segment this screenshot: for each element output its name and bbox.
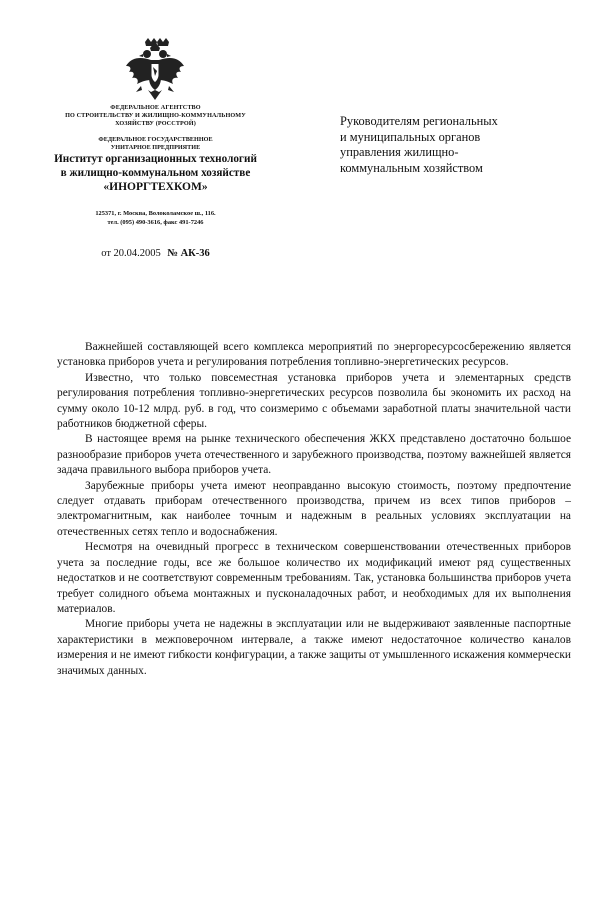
coat-of-arms-icon (123, 36, 187, 106)
document-reference (28, 247, 283, 260)
institute-line: Институт организационных технологий (54, 153, 257, 165)
agency-line: ХОЗЯЙСТВУ (РОССТРОЙ) (115, 120, 196, 127)
institute-short-name: «ИНОРГТЕХКОМ» (103, 181, 208, 193)
ref-number: № АК-36 (167, 248, 210, 259)
institute-line: в жилищно-коммунальном хозяйстве (60, 166, 251, 179)
recipient-line: Руководителям региональных (340, 114, 498, 128)
ref-prefix: от (101, 248, 111, 259)
institute-name (28, 153, 283, 180)
org-type-line: ФЕДЕРАЛЬНОЕ ГОСУДАРСТВЕННОЕ (98, 136, 213, 143)
ref-date: 20.04.2005 (113, 248, 161, 259)
body-paragraph: Известно, что только повсеместная установка приборов учета и элементарных средств регулирования потребления топливно-энергетических ресурсов позволила бы экономить их расход на сумму около 10-12 млрд. руб. в год, что соизмеримо с объемами заработной платы значительной части работников бюджетной сферы. (57, 371, 571, 431)
recipient-line: коммунальным хозяйством (340, 160, 483, 175)
recipient-line: управления жилищно- (340, 145, 459, 159)
agency-line: ПО СТРОИТЕЛЬСТВУ И ЖИЛИЩНО-КОММУНАЛЬНОМУ (65, 112, 246, 119)
body-paragraph: В настоящее время на рынке технического обеспечения ЖКХ представлено достаточно большое разнообразие приборов учета отечественного и зарубежного производства, поэтому важнейшей является задача правильного выбора приборов учета. (57, 433, 571, 477)
agency-name (28, 104, 283, 128)
letterhead (28, 104, 283, 260)
recipient-line: и муниципальных органов (340, 129, 481, 144)
agency-line: ФЕДЕРАЛЬНОЕ АГЕНТСТВО (110, 104, 201, 111)
organization-type (28, 136, 283, 152)
letter-body (57, 340, 571, 679)
body-paragraph: Зарубежные приборы учета имеют неоправданно высокую стоимость, поэтому предпочтение следует отдавать приборам отечественного производства, причем из всех типов приборов –электромагнитным, как наиболее точным и надежным в реальных условиях эксплуатации на отечественных сетях тепло и водоснабжения. (57, 479, 571, 538)
address-line: тел. (095) 490-3616, факс 491-7246 (107, 218, 204, 226)
body-paragraph: Важнейшей составляющей всего комплекса мероприятий по энергоресурсосбережению является установка приборов учета и регулирования потребления топливно-энергетических ресурсов. (57, 341, 571, 369)
org-type-line: УНИТАРНОЕ ПРЕДПРИЯТИЕ (110, 144, 201, 151)
institute-address (28, 210, 283, 227)
address-line: 125371, г. Москва, Волоколамское ш., 116. (95, 210, 216, 217)
recipient-block (340, 114, 570, 176)
body-paragraph: Несмотря на очевидный прогресс в техническом совершенствовании отечественных приборов учета за последние годы, все же большое количество их модификаций имеют ряд существенных недостатков и не соответствуют современным требованиям. Так, установка большинства приборов учета требует солидного объема монтажных и пусконаладочных работ, и необходимых для их выполнения материалов. (57, 541, 571, 615)
body-paragraph: Многие приборы учета не надежны в эксплуатации или не выдерживают заявленные паспортные характеристики в межповерочном интервале, а также имеют недостаточное количество каналов измерения и не имеют гибкости конфигурации, а также защиты от умышленного искажения коммерчески значимых данных. (57, 618, 571, 677)
